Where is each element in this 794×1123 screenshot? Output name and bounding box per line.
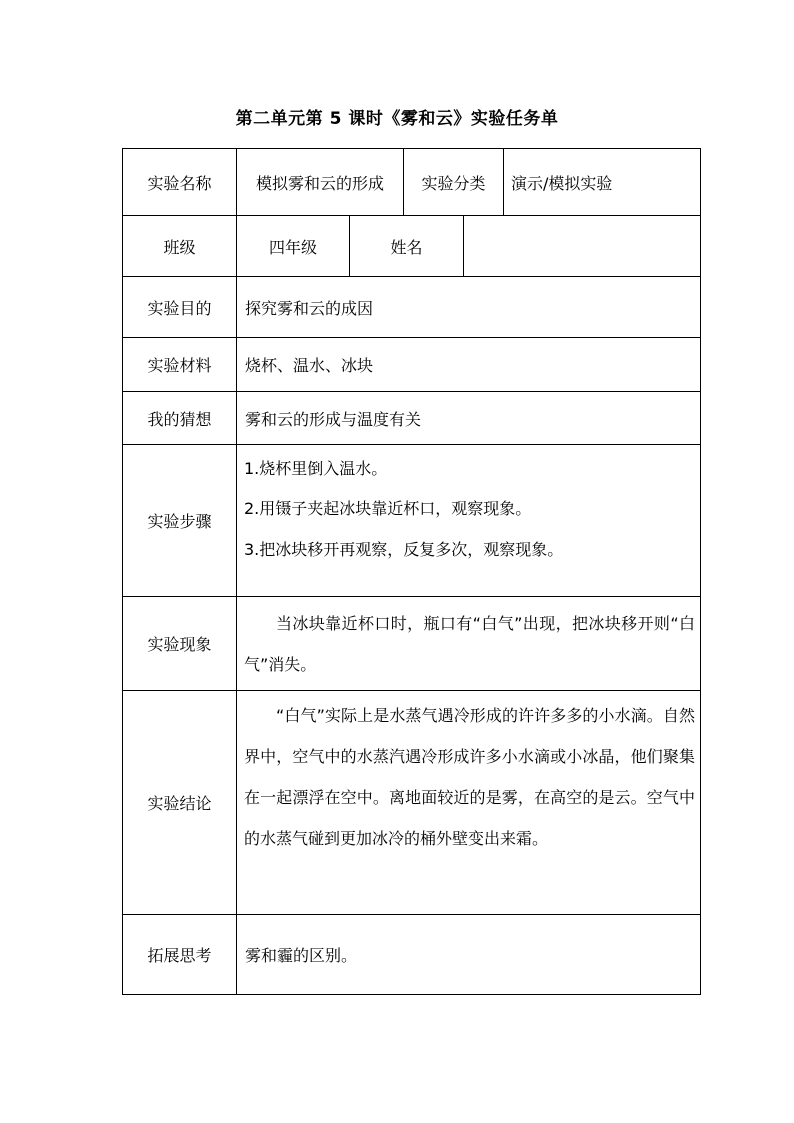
value-experiment-category: 演示/模拟实验	[511, 173, 613, 193]
label-class: 班级	[163, 237, 196, 257]
value-purpose: 探究雾和云的成因	[245, 298, 374, 318]
label-phenomenon: 实验现象	[147, 635, 212, 654]
label-materials: 实验材料	[147, 356, 212, 375]
value-phenomenon: 当冰块靠近杯口时，瓶口有“白气”出现，把冰块移开则“白气”消失。	[244, 614, 695, 674]
label-extension: 拓展思考	[147, 946, 212, 965]
label-experiment-category: 实验分类	[421, 173, 486, 193]
label-student-name: 姓名	[390, 237, 423, 257]
value-materials: 烧杯、温水、冰块	[245, 356, 374, 375]
step-2: 2.用镊子夹起冰块靠近杯口，观察现象。	[244, 499, 532, 518]
step-1: 1.烧杯里倒入温水。	[244, 459, 388, 478]
page-title: 第二单元第 5 课时《雾和云》实验任务单	[235, 109, 559, 129]
label-guess: 我的猜想	[147, 409, 212, 429]
value-extension: 雾和霾的区别。	[245, 946, 358, 965]
step-3: 3.把冰块移开再观察，反复多次，观察现象。	[244, 540, 564, 559]
value-conclusion: “白气”实际上是水蒸气遇冷形成的许许多多的小水滴。自然界中，空气中的水蒸汽遇冷形成许多小水滴或小冰晶，他们聚集在一起漂浮在空中。离地面较近的是雾，在高空的是云。空气中的水蒸气碰到更加冰冷的桶外壁变出来霜。	[244, 706, 695, 848]
value-experiment-name: 模拟雾和云的形成	[255, 173, 384, 193]
label-steps: 实验步骤	[147, 512, 212, 531]
value-student-name[interactable]	[464, 216, 700, 276]
value-class: 四年级	[268, 237, 317, 257]
label-purpose: 实验目的	[147, 298, 212, 318]
label-conclusion: 实验结论	[147, 794, 212, 813]
label-experiment-name: 实验名称	[147, 173, 212, 193]
value-guess: 雾和云的形成与温度有关	[245, 409, 422, 429]
